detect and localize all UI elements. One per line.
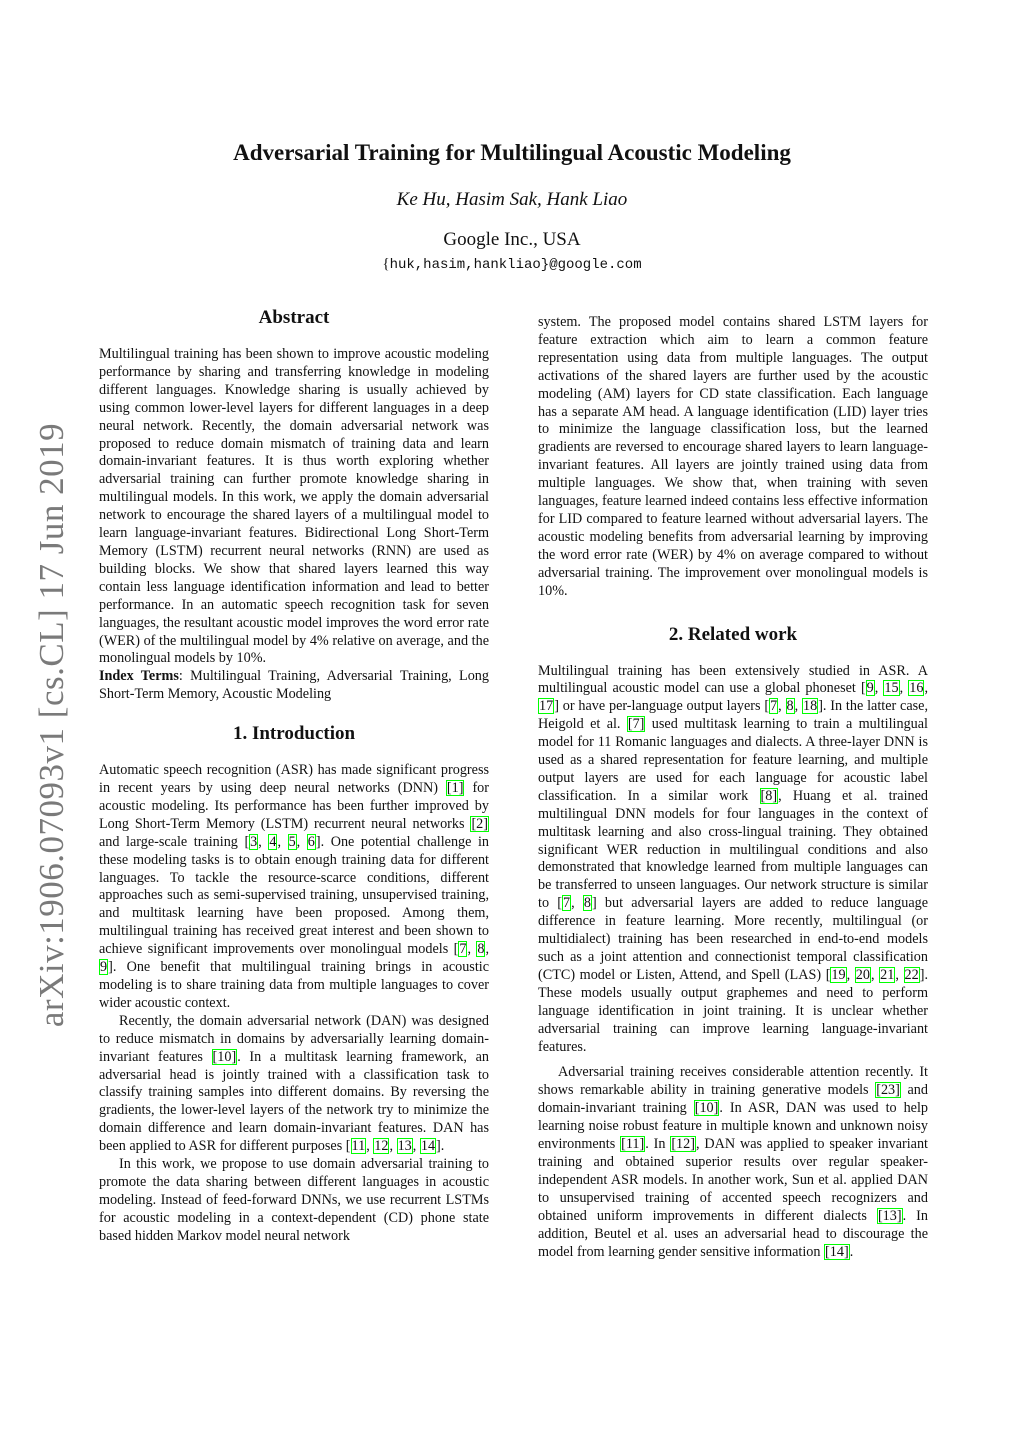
text-run: Adversarial training receives considerable attention recently. It shows remarkable ability in training generative models xyxy=(538,1064,928,1099)
citation-link[interactable]: [11] xyxy=(621,1136,645,1153)
citation-link[interactable]: 19 xyxy=(831,966,846,983)
citation-link[interactable]: 15 xyxy=(884,680,899,697)
left-column xyxy=(99,306,489,1246)
citation-link[interactable]: 8 xyxy=(583,895,591,912)
paper-header xyxy=(0,138,1024,275)
citation-link[interactable]: 11 xyxy=(351,1138,366,1155)
email-domain: }@google.com xyxy=(540,257,642,273)
text-run: ] but adversarial layers are added to reduce language difference in feature learning. More recently, multilingual (or multidialect) training has been researched in end-to-end models such as a joint attention and connectionist temporal classification (CTC) model or Listen, Attend, and Spell (LAS) [ xyxy=(538,895,929,983)
author-list: Ke Hu, Hasim Sak, Hank Liao xyxy=(396,189,628,210)
text-run: and large-scale training [ xyxy=(99,833,250,850)
citation-link[interactable]: 20 xyxy=(855,966,870,983)
intro-paragraph-1: Automatic speech recognition (ASR) has made significant progress in recent years by using deep neural networks (DNN) [1] for acoustic modeling. Its performance has been further improved by Long Short-Term Memory (LSTM) recurrent neural networks [2] and large-scale training [3, 4, 5, 6]. One potential challenge in these modeling tasks is to obtain enough training data for different languages. To tackle the resource-scarce conditions, different approaches such as semi-supervised training, unsupervised training, and multitask learning have been proposed. Among them, multilingual training has received great interest and been shown to achieve significant improvements over monolingual models [7, 8, 9]. One benefit that multilingual training brings in acoustic modeling is to share training data from multiple languages to cover wider acoustic context. xyxy=(99,762,490,1011)
introduction-heading: 1. Introduction xyxy=(232,723,356,745)
citation-link[interactable]: [14] xyxy=(825,1243,849,1260)
text-run: Recently, the domain adversarial network (DAN) was designed to reduce mismatch in domains by adversarially learning domain-invariant features xyxy=(99,1012,489,1065)
citation-link[interactable]: 9 xyxy=(100,959,108,976)
citation-link[interactable]: [12] xyxy=(671,1136,695,1153)
citation-link[interactable]: 7 xyxy=(459,941,467,958)
intro-continued-paragraph: system. The proposed model contains shared LSTM layers for feature extraction which aim to learn a common feature representation using data from multiple languages. The output activations of the shared layers are further used by the acoustic modeling (AM) layers for CD state classification. Each language has a separate AM head. A language identification (LID) layer tries to minimize the language classification loss, but the learned gradients are reversed to encourage shared layers to learn language-invariant features. All layers are jointly trained using data from multiple languages. We show that, when training with seven languages, feature learned indeed contains less effective information for LID compared to feature learned without adversarial layers. The acoustic modeling benefits from adversarial learning by improving the word error rate (WER) by 4% on average compared to without adversarial training. The improvement over monolingual models is 10%. xyxy=(538,314,928,599)
text-run: and domain-invariant training xyxy=(538,1082,928,1117)
text-run: . xyxy=(849,1243,854,1260)
citation-link[interactable]: 14 xyxy=(420,1138,436,1155)
citation-link[interactable]: 21 xyxy=(880,966,895,983)
citation-link[interactable]: 16 xyxy=(909,680,924,697)
text-run: ]. One potential challenge in these modeling tasks is to obtain enough training data for different languages. To tackle the resource-scarce conditions, different approaches such as semi-supervised training, unsupervised training, and multitask learning have been proposed. Among them, multilingual training has received great interest and been shown to achieve significant improvements over monolingual models [ xyxy=(99,833,490,958)
text-run: used multitask learning to train a multilingual model for 11 Romanic languages and dialects. A three-layer DNN is used as a shared representation for feature learning, and multiple output layers are used for each language for acoustic label classification. In a similar work xyxy=(538,716,928,804)
affiliation: Google Inc., USA xyxy=(443,229,581,250)
related-paragraph-2 xyxy=(538,1064,928,1261)
text-run: . In ASR, DAN was used to help learning noise robust feature in multiple known and unknown noisy environments xyxy=(538,1100,928,1153)
text-run: ]. These models usually output graphemes and need to perform language identification in joint training. It is unclear whether adversarial training can improve learning language-invariant features. xyxy=(538,966,929,1055)
related-paragraph-1: Multilingual training has been extensively studied in ASR. A multilingual acoustic model can use a global phoneset [9, 15, 16, 17] or have per-language output layers [7, 8, 18]. In the latter case, Heigold et al. [7] used multitask learning to train a multilingual model for 11 Romanic languages and dialects. A three-layer DNN is used as a shared representation for feature learning, and multiple output layers are used for each language for acoustic label classification. In a similar work [8], Huang et al. trained multilingual DNN models for four languages in the context of multitask learning and also cross-lingual training. They obtained significant WER reduction in multilingual conditions and also demonstrated that knowledge learned from multiple languages can be transferred to unseen languages. Our network structure is similar to [7, 8] but adversarial layers are added to reduce language difference in feature learning. More recently, multilingual (or multidialect) training has been researched in end-to-end models such as a joint attention and connectionist temporal classification (CTC) model or Listen, Attend, and Spell (LAS) [19, 20, 21, 22]. These models usually output graphemes and need to perform language identification in joint training. It is unclear whether adversarial training can improve learning language-invariant features. xyxy=(538,662,929,1055)
email-users: huk,hasim,hankliao xyxy=(389,257,541,273)
citation-link[interactable]: [10] xyxy=(694,1100,719,1117)
abstract-text: Multilingual training has been shown to improve acoustic modeling performance by sharing and transferring knowledge in modeling different languages. Knowledge sharing is usually achieved by using common lower-level layers for different languages in a deep neural network. Recently, the domain adversarial network was proposed to reduce domain mismatch of training data and learn domain-invariant features. It is thus worth exploring whether adversarial training can further promote knowledge sharing in multilingual models. In this work, we apply the domain adversarial network to encourage the shared layers of a multilingual model to learn language-invariant features. Bidirectional Long Short-Term Memory (LSTM) recurrent neural networks (RNN) are used as building blocks. We show that shared layers learned this way contain less language identification information and lead to better performance. In an automatic speech recognition task for seven languages, the resultant acoustic model improves the word error rate (WER) of the multilingual model by 4% relative on average, and the monolingual models by 10%. xyxy=(99,346,489,667)
index-terms xyxy=(99,668,489,704)
citation-link[interactable]: 8 xyxy=(477,941,485,958)
intro-paragraph-2: Recently, the domain adversarial network (DAN) was designed to reduce mismatch in domains by adversarially learning domain-invariant features [10]. In a multitask learning framework, an adversarial head is jointly trained with a classification task to classify training samples into different domains. By reversing the gradients, the lower-level layers of the network try to minimize the domain difference and learn domain-invariant features. DAN has been applied to ASR for different purposes [11, 12, 13, 14]. xyxy=(99,1012,489,1155)
citation-link[interactable]: [7] xyxy=(627,716,645,733)
citation-link[interactable]: 13 xyxy=(397,1138,412,1155)
citation-link[interactable]: 22 xyxy=(904,966,919,983)
citation-link[interactable]: 7 xyxy=(563,895,571,912)
text-run: Multilingual training has been extensively studied in ASR. A multilingual acoustic model can use a global phoneset [ xyxy=(538,662,928,697)
citation-link[interactable]: 3 xyxy=(250,833,258,850)
citation-link[interactable]: 9 xyxy=(866,680,874,697)
text-run: ]. One benefit that multilingual training brings in acoustic modeling is to share training data from multiple languages to cover wider acoustic context. xyxy=(99,959,489,1011)
citation-link[interactable]: [8] xyxy=(760,787,778,804)
citation-link[interactable]: [23] xyxy=(876,1082,900,1099)
abstract-heading: Abstract xyxy=(258,307,330,328)
citation-link[interactable]: 17 xyxy=(539,698,554,715)
intro-paragraph-3: In this work, we propose to use domain adversarial training to promote the data sharing between different languages in acoustic modeling. Instead of feed-forward DNNs, we use recurrent LSTMs for acoustic modeling in a context-dependent (CD) phone state based hidden Markov model neural network xyxy=(99,1156,489,1244)
text-run: . In xyxy=(645,1136,671,1153)
email-brace-open: { xyxy=(382,256,390,272)
citation-link[interactable]: 4 xyxy=(269,833,277,850)
citation-link[interactable]: [1] xyxy=(446,780,464,797)
index-terms-list: : Multilingual Training, Adversarial Training, Long Short-Term Memory, Acoustic Modeling xyxy=(99,668,489,703)
citation-link[interactable]: 18 xyxy=(803,698,818,715)
author-emails[interactable] xyxy=(0,254,1024,275)
right-column xyxy=(538,314,928,1261)
text-run: . In addition, Beutel et al. uses an adversarial head to discourage the model from learning gender sensitive information xyxy=(538,1207,928,1260)
citation-link[interactable]: 6 xyxy=(307,833,315,850)
paper-title: Adversarial Training for Multilingual Acoustic Modeling xyxy=(233,140,791,165)
citation-link[interactable]: [13] xyxy=(877,1207,902,1224)
citation-link[interactable]: [2] xyxy=(471,815,488,832)
text-run: ]. In the latter case, Heigold et al. xyxy=(538,698,929,733)
text-run: Automatic speech recognition (ASR) has made significant progress in recent years by using deep neural networks (DNN) xyxy=(99,762,489,797)
citation-link[interactable]: 8 xyxy=(786,698,794,715)
text-run: , DAN was applied to speaker invariant training and obtained superior results over regular speaker-independent ASR models. In another work, Sun et al. applied DAN to unsupervised training of accented speech recognizers and obtained uniform improvements in different dialects xyxy=(538,1136,928,1224)
text-run: ]. xyxy=(436,1138,445,1155)
arxiv-identifier: arXiv:1906.07093v1 [cs.CL] 17 Jun 2019 xyxy=(32,422,71,1028)
citation-link[interactable]: 12 xyxy=(374,1138,389,1155)
citation-link[interactable]: [10] xyxy=(212,1048,237,1065)
text-run: . In a multitask learning framework, an adversarial head is jointly trained with a classification task to classify training samples into different domains. By reversing the gradients, the lower-level layers of the network try to minimize the domain difference and learn domain-invariant features. DAN has been applied to ASR for different purposes [ xyxy=(99,1048,489,1155)
citation-link[interactable]: 5 xyxy=(288,833,296,850)
text-run: for acoustic modeling. Its performance has been further improved by Long Short-Term Memory (LSTM) recurrent neural networks xyxy=(99,780,490,832)
citation-link[interactable]: 7 xyxy=(770,698,778,715)
related-work-heading: 2. Related work xyxy=(668,623,798,645)
text-run: ] or have per-language output layers [ xyxy=(554,698,770,715)
index-terms-label: Index Terms xyxy=(99,668,179,685)
text-run: , Huang et al. trained multilingual DNN models for four languages in the context of multitask learning and also cross-lingual training. They obtained significant WER reduction in multilingual conditions and also demonstrated that knowledge learned from multiple languages can be transferred to unseen languages. Our network structure is similar to [ xyxy=(538,787,928,912)
